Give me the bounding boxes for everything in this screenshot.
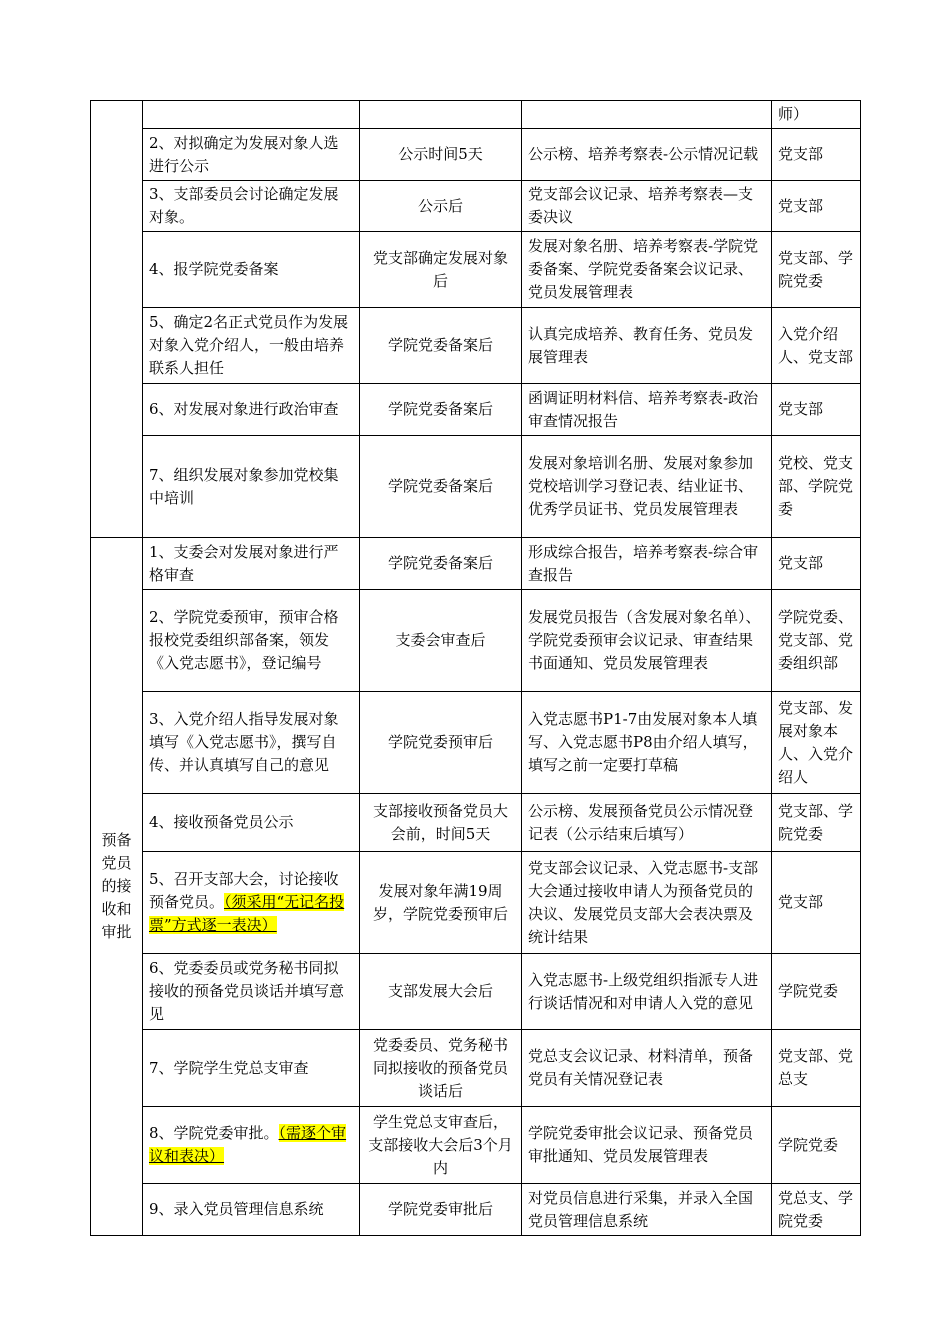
table-row [91, 101, 861, 129]
timing-cell: 学院党委审批后 [360, 1184, 522, 1236]
responsible-cell: 党支部 [772, 384, 861, 436]
material-cell: 学院党委审批会议记录、预备党员审批通知、党员发展管理表 [522, 1107, 772, 1184]
responsible-cell: 党支部、学院党委 [772, 232, 861, 308]
table-row [91, 1184, 861, 1236]
stage-cell [91, 101, 143, 538]
highlight-note: （须采用“无记名投票”方式逐一表决） [149, 893, 345, 934]
material-cell: 党支部会议记录、入党志愿书-支部大会通过接收申请人为预备党员的决议、发展党员支部大会表决票及统计结果 [522, 852, 772, 954]
step-text: 8、学院党委审批。 [149, 1124, 279, 1142]
procedure-table [90, 100, 861, 1236]
timing-cell: 支部接收预备党员大会前，时间5天 [360, 794, 522, 852]
responsible-cell: 学院党委 [772, 954, 861, 1030]
table-row [91, 232, 861, 308]
timing-cell: 公示时间5天 [360, 129, 522, 181]
table-row [91, 590, 861, 692]
material-cell: 党支部会议记录、培养考察表—支委决议 [522, 181, 772, 232]
material-cell: 入党志愿书-上级党组织指派专人进行谈话情况和对申请人入党的意见 [522, 954, 772, 1030]
timing-cell: 发展对象年满19周岁，学院党委预审后 [360, 852, 522, 954]
step-cell: 4、接收预备党员公示 [143, 794, 360, 852]
table-row [91, 1107, 861, 1184]
material-cell: 发展党员报告（含发展对象名单）、学院党委预审会议记录、审查结果书面通知、党员发展管理表 [522, 590, 772, 692]
step-cell: 7、学院学生党总支审查 [143, 1030, 360, 1107]
material-cell: 认真完成培养、教育任务、党员发展管理表 [522, 308, 772, 384]
table-row [91, 308, 861, 384]
step-cell: 2、对拟确定为发展对象人选进行公示 [143, 129, 360, 181]
timing-cell: 学院党委备案后 [360, 436, 522, 538]
material-cell: 党总支会议记录、材料清单，预备党员有关情况登记表 [522, 1030, 772, 1107]
table-row [91, 181, 861, 232]
material-cell: 形成综合报告，培养考察表-综合审查报告 [522, 538, 772, 590]
table-row [91, 384, 861, 436]
material-cell: 函调证明材料信、培养考察表-政治审查情况报告 [522, 384, 772, 436]
material-cell: 发展对象名册、培养考察表-学院党委备案、学院党委备案会议记录、党员发展管理表 [522, 232, 772, 308]
table-row [91, 794, 861, 852]
timing-cell: 支部发展大会后 [360, 954, 522, 1030]
timing-cell: 党委委员、党务秘书同拟接收的预备党员谈话后 [360, 1030, 522, 1107]
responsible-cell: 入党介绍人、党支部 [772, 308, 861, 384]
stage-cell: 预备党员的接收和审批 [91, 538, 143, 1236]
step-cell: 1、支委会对发展对象进行严格审查 [143, 538, 360, 590]
responsible-cell: 党支部 [772, 181, 861, 232]
step-cell: 4、报学院党委备案 [143, 232, 360, 308]
material-cell: 公示榜、发展预备党员公示情况登记表（公示结束后填写） [522, 794, 772, 852]
timing-cell: 学院党委备案后 [360, 538, 522, 590]
table-row [91, 538, 861, 590]
timing-cell: 学生党总支审查后，支部接收大会后3个月内 [360, 1107, 522, 1184]
step-cell: 2、学院党委预审，预审合格报校党委组织部备案，领发《入党志愿书》，登记编号 [143, 590, 360, 692]
responsible-cell: 党支部 [772, 852, 861, 954]
step-cell: 7、组织发展对象参加党校集中培训 [143, 436, 360, 538]
step-cell [143, 101, 360, 129]
step-cell: 9、录入党员管理信息系统 [143, 1184, 360, 1236]
timing-cell: 支委会审查后 [360, 590, 522, 692]
timing-cell: 学院党委预审后 [360, 692, 522, 794]
table-row [91, 436, 861, 538]
responsible-cell: 党总支、学院党委 [772, 1184, 861, 1236]
responsible-cell: 师） [772, 101, 861, 129]
material-cell: 发展对象培训名册、发展对象参加党校培训学习登记表、结业证书、优秀学员证书、党员发展管理表 [522, 436, 772, 538]
step-cell: 6、党委委员或党务秘书同拟接收的预备党员谈话并填写意见 [143, 954, 360, 1030]
responsible-cell: 党支部、党总支 [772, 1030, 861, 1107]
step-text: 5、召开支部大会，讨论接收预备党员。 [149, 870, 339, 911]
timing-cell: 公示后 [360, 181, 522, 232]
table-row [91, 954, 861, 1030]
material-cell [522, 101, 772, 129]
table-row [91, 692, 861, 794]
responsible-cell: 学院党委、党支部、党委组织部 [772, 590, 861, 692]
responsible-cell: 党支部 [772, 538, 861, 590]
step-cell: 6、对发展对象进行政治审查 [143, 384, 360, 436]
timing-cell [360, 101, 522, 129]
material-cell: 公示榜、培养考察表-公示情况记载 [522, 129, 772, 181]
step-cell [143, 1107, 360, 1184]
timing-cell: 学院党委备案后 [360, 308, 522, 384]
table-row [91, 852, 861, 954]
material-cell: 对党员信息进行采集，并录入全国党员管理信息系统 [522, 1184, 772, 1236]
step-cell: 3、入党介绍人指导发展对象填写《入党志愿书》，撰写自传、并认真填写自己的意见 [143, 692, 360, 794]
timing-cell: 学院党委备案后 [360, 384, 522, 436]
responsible-cell: 学院党委 [772, 1107, 861, 1184]
highlight-note: （需逐个审议和表决） [149, 1124, 347, 1165]
responsible-cell: 党支部、学院党委 [772, 794, 861, 852]
responsible-cell: 党校、党支部、学院党委 [772, 436, 861, 538]
table-row [91, 1030, 861, 1107]
table-row [91, 129, 861, 181]
responsible-cell: 党支部 [772, 129, 861, 181]
timing-cell: 党支部确定发展对象后 [360, 232, 522, 308]
responsible-cell: 党支部、发展对象本人、入党介绍人 [772, 692, 861, 794]
step-cell: 5、确定2名正式党员作为发展对象入党介绍人，一般由培养联系人担任 [143, 308, 360, 384]
step-cell: 3、支部委员会讨论确定发展对象。 [143, 181, 360, 232]
material-cell: 入党志愿书P1-7由发展对象本人填写、入党志愿书P8由介绍人填写，填写之前一定要打草稿 [522, 692, 772, 794]
step-cell [143, 852, 360, 954]
